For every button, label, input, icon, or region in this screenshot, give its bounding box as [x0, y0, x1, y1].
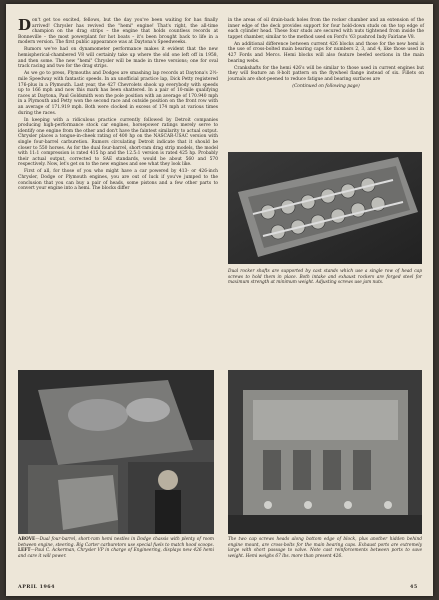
continued-note: (Continued on following page): [292, 84, 360, 90]
footer-month: APRIL 1964: [18, 584, 55, 590]
article-paragraph: As we go to press, Plymouths and Dodges are smashing lap records at Daytona's 2½-mile Speedway with fantastic speeds. In an unofficial practice lap, Dick Petty registered 176-plus in a Plymouth. Last year, the 427 Chevrolets shook up everybody with speeds up to 166 mph and now this mark has been shattered. In a pair of 10-mile qualifying races at Daytona, Paul Goldsmith won the pole position with an average of 170.940 mph in a Plymouth and Petty won the second race and outside position on the front row with an average of 171.919 mph. Both were clocked in excess of 174 mph at various times during the races.: [18, 71, 218, 116]
article-paragraph: In keeping with a ridiculous practice currently followed by Detroit companies producing high-performance stock car engines, horsepower ratings merely serve to identify one engine from the other and don't have the faintest similarity to actual output. Chrysler places a tongue-in-cheek rating of 400 hp on the NASCAR-USAC version with single four-barrel carburetion. Rumors circulating Detroit indicate that it should be closer to 550 horses. As for the dual four-barrel, short-ram drag strip models, the model with 11:1 compression is rated 415 hp and the 12.5:1 version is rated 425 hp. Probably their actual output, corrected to SAE standards, would be about 560 and 570 respectively. Now, let's get on to the new engines and see what they look like.: [18, 117, 218, 168]
article-paragraph: First of all, for those of you who might have a car powered by 413- or 426-inch Chrysler, Dodge or Plymouth engines, you are out of luck if you've jumped to the conclusion that you can buy a pair of heads, some pistons and a few other parts to convert your engine into a hemi. The blocks differ: [18, 169, 218, 192]
caption-heading-above: ABOVE: [18, 537, 36, 542]
engine-block-photo: [228, 370, 422, 534]
magazine-page: [6, 4, 433, 596]
rocker-caption: Dual rocker shafts are supported by cast stands which use a single row of head cap screws to hold them in place. Both intake and exhaust rockers are forged steel for maximum strength at minimum weight. Adjusting screws use jam nuts.: [228, 269, 422, 286]
caption-heading-left: LEFT: [18, 548, 31, 554]
article-left-column: [18, 18, 218, 193]
article-paragraph: Crankshafts for the hemi 426's will be similar to those used in current engines but they will feature an 8-bolt pattern on the flywheel flange instead of six. Fillets on journals are shot-peened to reduce fatigue and bearing surfaces are: [228, 65, 424, 82]
chassis-caption: ABOVE—Dual four-barrel, short-ram hemi nestles in Dodge chassis with plenty of room between engine, steering. Big Carter carburetors use special fuels to match hood scoops. LEFT—Paul C. Ackerman, Chrysler VP in charge of Engineering, displays new 426 hemi and care it will power.: [18, 537, 214, 559]
article-paragraph: Don't get too excited, fellows, but the day you've been waiting for has finally arrived! Chrysler has revived the "hemi" engine! That's right, the all-time champion on the drag strips – the engine that holds countless records at Bonneville – the most powerplant for hot boats – it's been brought back to life in a modern version. The first public appearance was at Daytona's Speedweeks.: [18, 16, 218, 46]
page-number: 45: [410, 584, 418, 590]
drop-cap: D: [18, 16, 32, 34]
article-paragraph: Rumors we've had on dynamometer performance makes it evident that the new hemispherical-chambered V8 will certainly take up where the old one left off in 1958, and then some. The new "hemi" Chrysler will be made in three versions; one for oval track racing and two for the drag strips.: [18, 47, 218, 70]
rocker-shaft-photo: [228, 152, 422, 264]
article-paragraph: An additional difference between current 426 blocks and those for the new hemi is the use of cross-bolted main bearing caps for numbers 2, 3, and 4, like those used in 427 Fords and Mercs. Hemi blocks will also feature beefed sections in the main bearing webs.: [228, 41, 424, 64]
article-right-column: [228, 18, 424, 91]
block-caption: The two cap screws heads along bottom edge of block, plus another hidden behind engine mount, are cross-bolts for the main bearing caps. Exhaust ports are extremely large with short passage to valve. Note cast reinforcements between ports to save weight. Hemi weighs 67 lbs. more than present 426.: [228, 537, 422, 559]
engine-chassis-photo: [18, 370, 214, 534]
article-paragraph: in the areas of oil drain-back holes from the rocker chamber and an extension of the inner edge of the deck provides support for four hold-down studs on the top edge of each cylinder head. These four studs are secured with nuts tightened from inside the tappet chamber, similar to the method used on Ford's '63 pushrod Indy Fairlane V8.: [228, 18, 424, 40]
